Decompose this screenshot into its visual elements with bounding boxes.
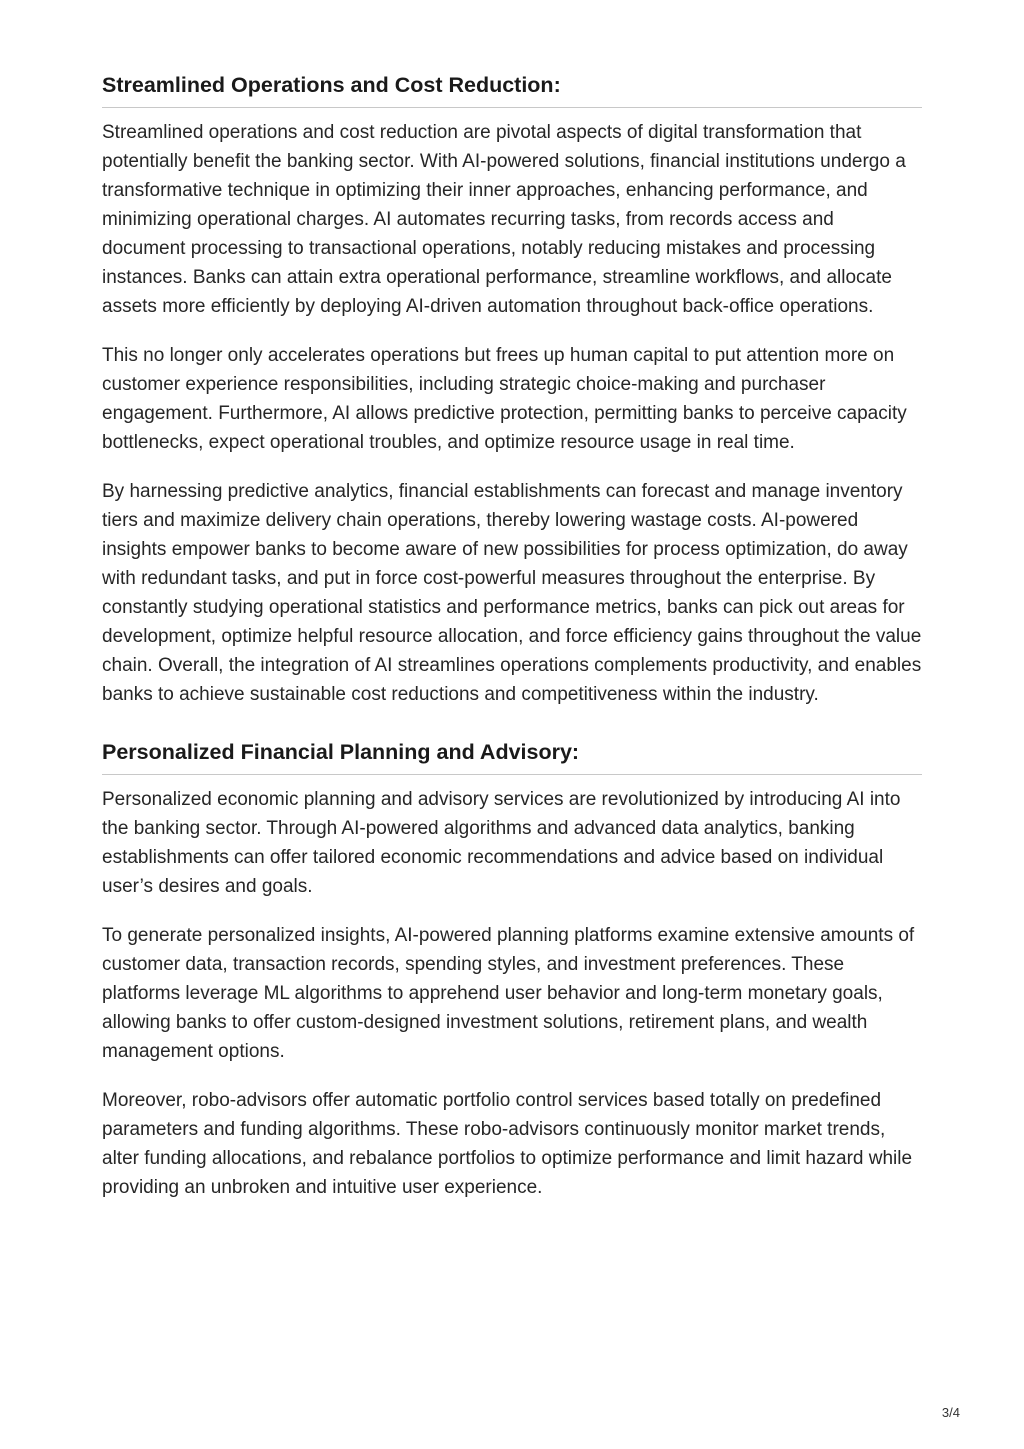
page-number: 3/4 (941, 1405, 960, 1420)
paragraph: Streamlined operations and cost reduction are pivotal aspects of digital transformation that potentially benefit the banking sector. With AI-powered solutions, financial institutions undergo a transformative technique in optimizing their inner approaches, enhancing performance, and minimizing operational charges. AI automates recurring tasks, from records access and document processing to transactional operations, notably reducing mistakes and processing instances. Banks can attain extra operational performance, streamline workflows, and allocate assets more efficiently by deploying AI-driven automation throughout back-office operations. (102, 122, 906, 317)
paragraph: By harnessing predictive analytics, financial establishments can forecast and manage inventory tiers and maximize delivery chain operations, thereby lowering wastage costs. AI-powered insights empower banks to become aware of new possibilities for process optimization, do away with redundant tasks, and put in force cost-powerful measures throughout the enterprise. By constantly studying operational statistics and performance metrics, banks can pick out areas for development, optimize helpful resource allocation, and force efficiency gains throughout the value chain. Overall, the integration of AI streamlines operations complements productivity, and enables banks to achieve sustainable cost reductions and competitiveness within the industry. (102, 481, 922, 705)
section-heading: Streamlined Operations and Cost Reduction: (102, 70, 922, 108)
section-streamlined-operations (102, 70, 922, 709)
paragraph: Moreover, robo-advisors offer automatic portfolio control services based totally on predefined parameters and funding algorithms. These robo-advisors continuously monitor market trends, alter funding allocations, and rebalance portfolios to optimize performance and limit hazard while providing an unbroken and intuitive user experience. (102, 1090, 913, 1198)
paragraph: To generate personalized insights, AI-powered planning platforms examine extensive amounts of customer data, transaction records, spending styles, and investment preferences. These platforms leverage ML algorithms to apprehend user behavior and long-term monetary goals, allowing banks to offer custom-designed investment solutions, retirement plans, and wealth management options. (102, 925, 915, 1062)
section-heading: Personalized Financial Planning and Advisory: (102, 737, 922, 775)
paragraph: Personalized economic planning and advisory services are revolutionized by introducing AI into the banking sector. Through AI-powered algorithms and advanced data analytics, banking establishments can offer tailored economic recommendations and advice based on individual user’s desires and goals. (102, 789, 901, 897)
section-personalized-planning (102, 737, 922, 1202)
paragraph: This no longer only accelerates operations but frees up human capital to put attention more on customer experience responsibilities, including strategic choice-making and purchaser engagement. Furthermore, AI allows predictive protection, permitting banks to perceive capacity bottlenecks, expect operational troubles, and optimize resource usage in real time. (102, 345, 907, 453)
document-body (102, 70, 922, 1202)
